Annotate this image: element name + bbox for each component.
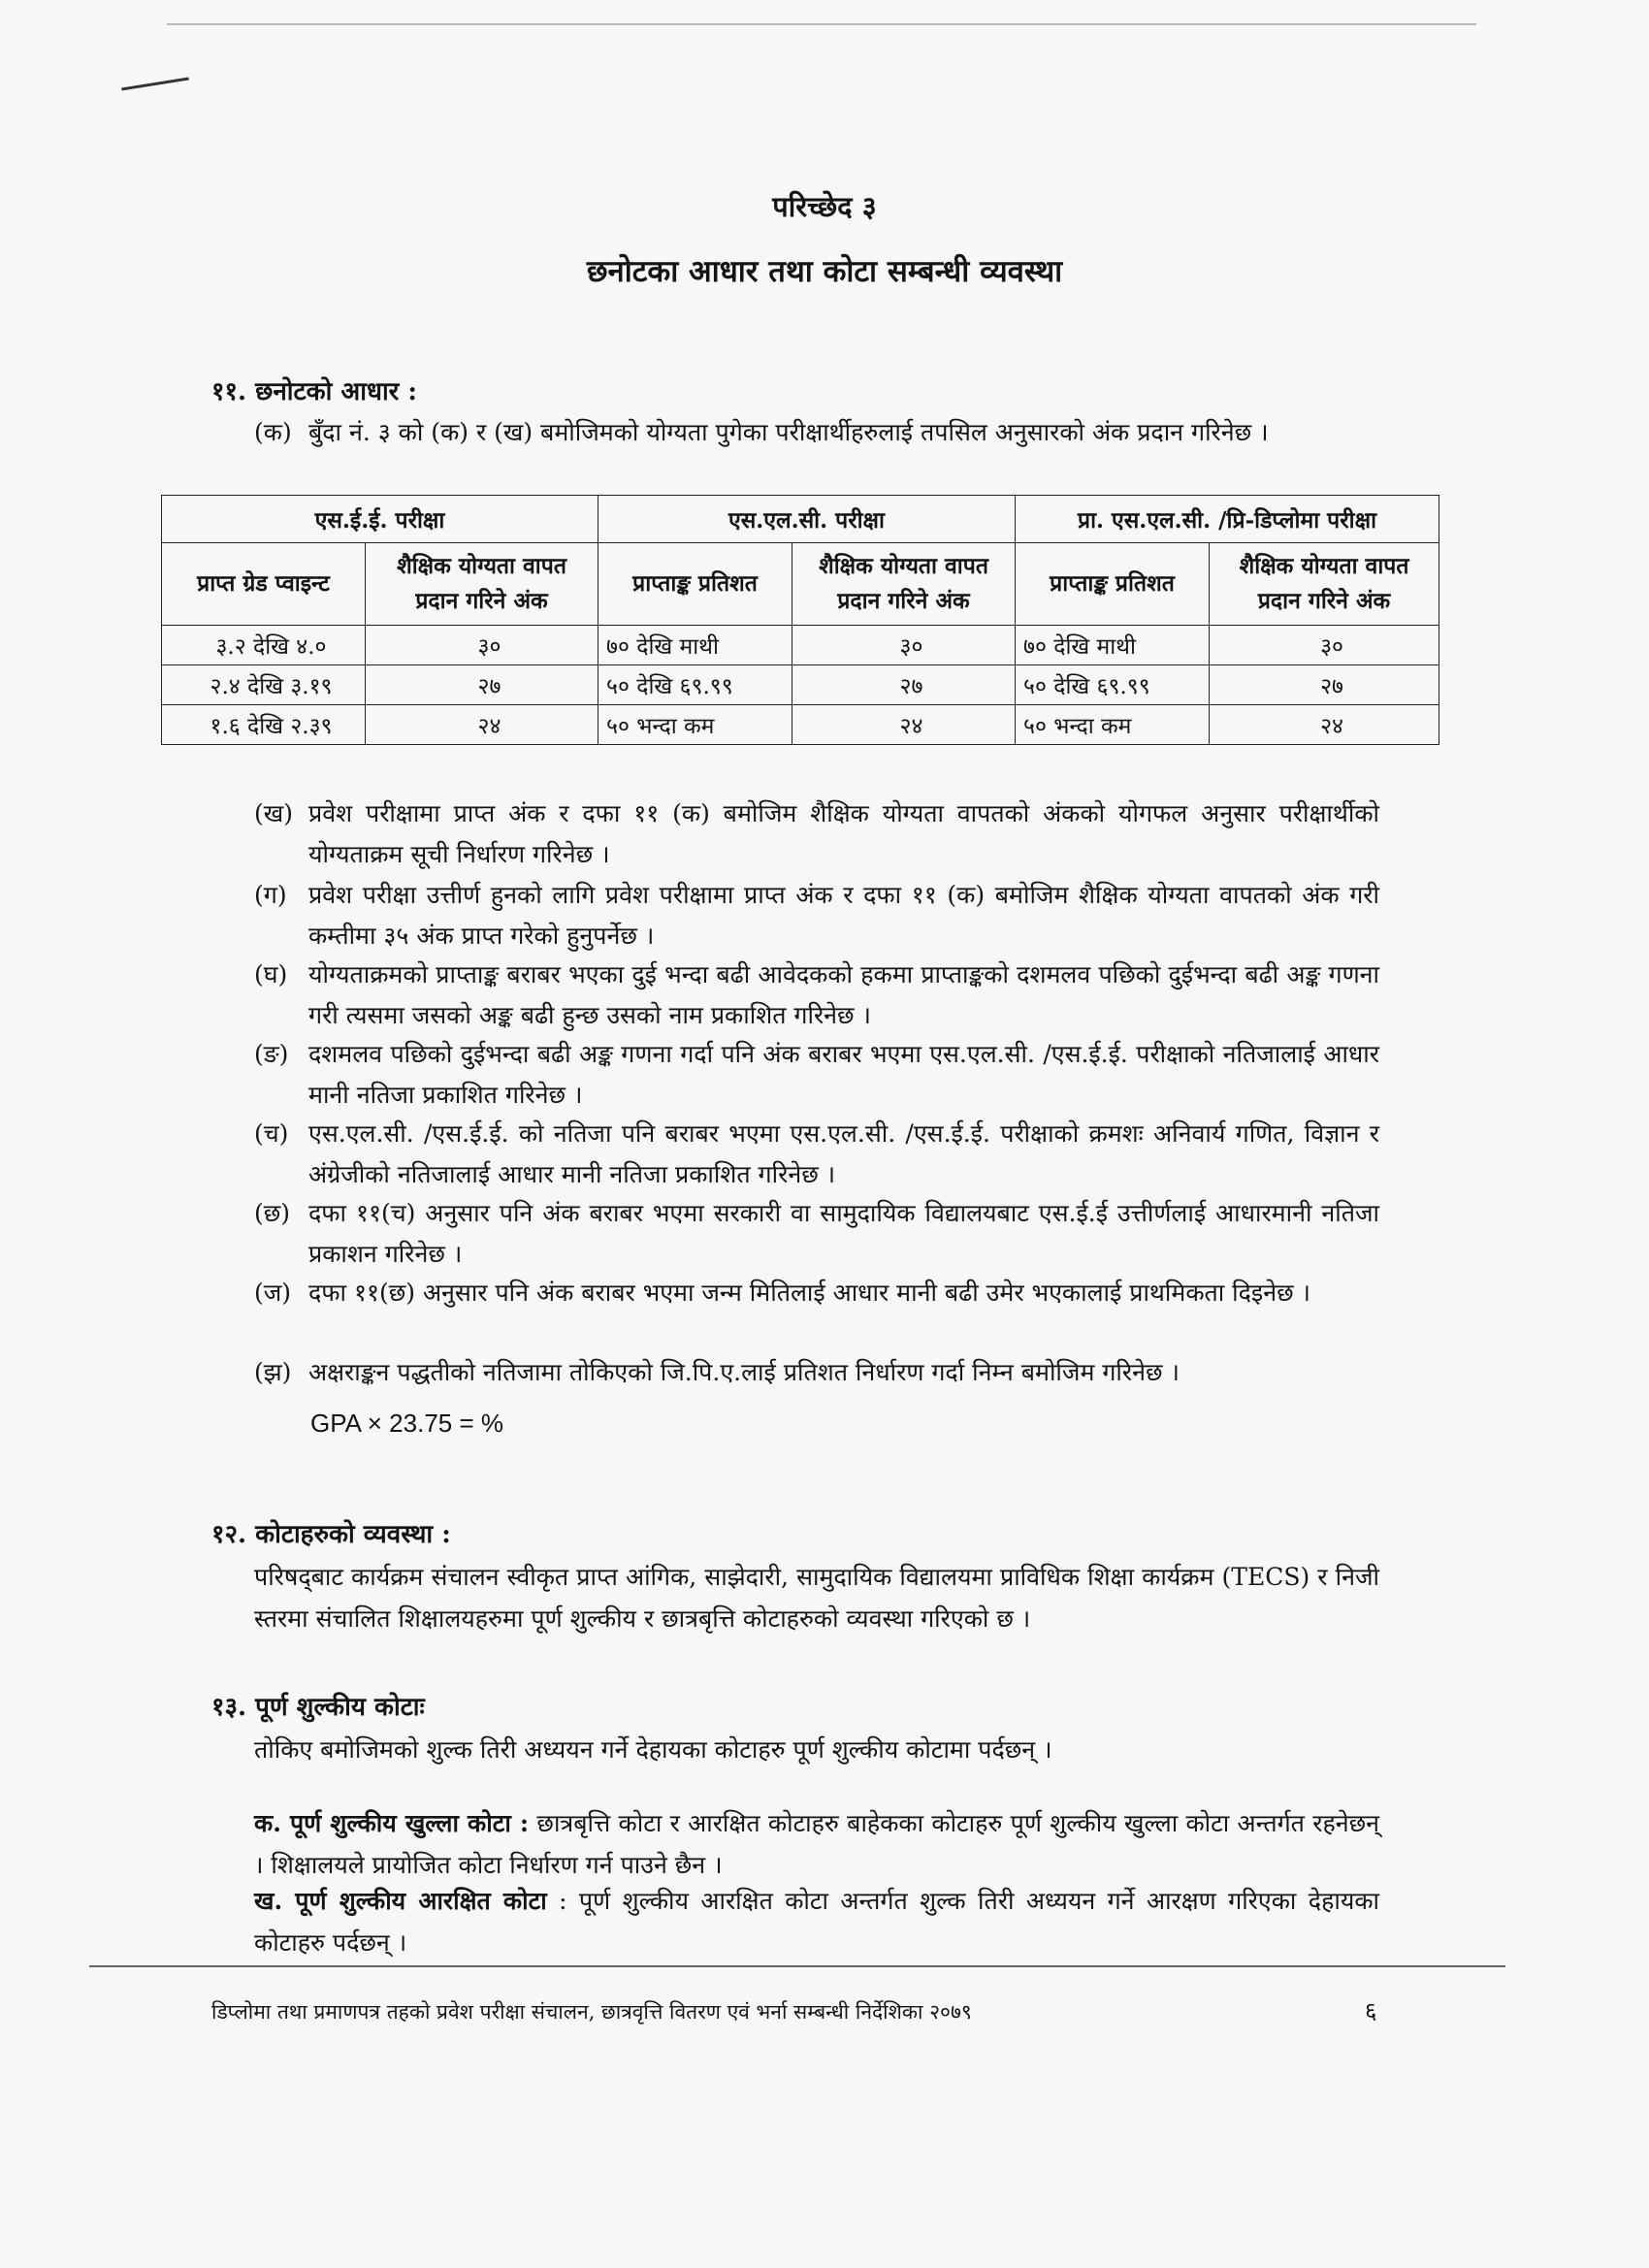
column-header: शैक्षिक योग्यता वापत प्रदान गरिने अंक [366,543,598,626]
table-cell: २७ [366,665,598,705]
section-11-kha [254,794,1379,875]
item-marker: (च) [254,1119,289,1148]
section-13-ka [254,1802,1379,1886]
section-11-nga [254,1034,1379,1116]
item-text: योग्यताक्रमको प्राप्ताङ्क बराबर भएका दुई भन्दा बढी आवेदकको हकमा प्राप्ताङ्कको दशमलव पछिको दुईभन्दा बढी अङ्क गणना गरी त्यसमा जसको अङ्क बढी हुन्छ उसको नाम प्रकाशित गरिनेछ । [308,960,1379,1029]
section-12-text: परिषद्‌बाट कार्यक्रम संचालन स्वीकृत प्राप्त आंगिक, साझेदारी, सामुदायिक विद्यालयमा प्राविधिक शिक्षा कार्यक्रम (TECS) र निजी स्तरमा संचालित शिक्षालयहरुमा पूर्ण शुल्कीय र छात्रबृत्ति कोटाहरुको व्यवस्था गरिएको छ । [254,1563,1379,1633]
table-cell: ५० भन्दा कम [598,705,792,745]
item-marker: (घ) [254,960,288,988]
section-11-gha [254,955,1379,1036]
column-header: प्राप्त ग्रेड प्वाइन्ट [162,543,366,626]
quota-label: ख. पूर्ण शुल्कीय आरक्षित कोटा [254,1887,547,1915]
table-cell: २.४ देखि ३.१९ [162,665,366,705]
section-13-heading: १३. पूर्ण शुल्कीय कोटाः [211,1693,425,1722]
group-header: एस.एल.सी. परीक्षा [598,496,1016,543]
item-text: दफा ११(छ) अनुसार पनि अंक बराबर भएमा जन्म मितिलाई आधार मानी बढी उमेर भएकालाई प्राथमिकता दिइनेछ । [308,1279,1311,1307]
table-cell: २४ [1210,705,1439,745]
section-11-jha [254,1352,1379,1393]
column-header: शैक्षिक योग्यता वापत प्रदान गरिने अंक [792,543,1016,626]
chapter-title: परिच्छेद ३ [772,190,877,223]
footer-text: डिप्लोमा तथा प्रमाणपत्र तहको प्रवेश परीक्षा संचालन, छात्रवृत्ति वितरण एवं भर्ना सम्बन्धी निर्देशिका २०७९ [211,2000,972,2024]
item-marker: (झ) [254,1358,292,1386]
section-11-ka [254,412,1379,453]
table-row [162,665,1439,705]
quota-text: छात्रबृत्ति कोटा र आरक्षित कोटाहरु बाहेकका कोटाहरु पूर्ण शुल्कीय खुल्ला कोटा अन्तर्गत रहनेछन् । शिक्षालयले प्रायोजित कोटा निर्धारण गर्न पाउने छैन । [254,1809,1380,1879]
section-13-kha [254,1880,1379,1963]
table-cell: ५० देखि ६९.९९ [1016,665,1210,705]
section-11-cha [254,1114,1379,1195]
item-text: एस.एल.सी. /एस.ई.ई. को नतिजा पनि बराबर भएमा एस.एल.सी. /एस.ई.ई. परीक्षाको क्रमशः अनिवार्य गणित, विज्ञान र अंग्रेजीको नतिजालाई आधार मानी नतिजा प्रकाशित गरिनेछ । [308,1119,1379,1188]
quota-label: क. पूर्ण शुल्कीय खुल्ला कोटा : [254,1809,530,1837]
table-cell: ७० देखि माथी [598,626,792,665]
item-text: अक्षराङ्कन पद्धतीको नतिजामा तोकिएको जि.पि.ए.लाई प्रतिशत निर्धारण गर्दा निम्न बमोजिम गरिनेछ । [308,1358,1180,1386]
table-cell: २७ [1210,665,1439,705]
table-cell: १.६ देखि २.३९ [162,705,366,745]
table-cell: २४ [366,705,598,745]
table-row [162,626,1439,665]
top-rule [167,23,1476,25]
section-11-ja [254,1273,1379,1313]
table-cell: २७ [792,665,1016,705]
table-cell: २४ [792,705,1016,745]
table-cell: ३० [366,626,598,665]
item-marker: (ख) [254,799,293,827]
column-header: शैक्षिक योग्यता वापत प्रदान गरिने अंक [1210,543,1439,626]
group-header: एस.ई.ई. परीक्षा [162,496,598,543]
item-marker: (क) [254,418,292,446]
grade-table [161,495,1439,745]
table-cell: ३० [1210,626,1439,665]
table-cell: ३० [792,626,1016,665]
quota-text: : पूर्ण शुल्कीय आरक्षित कोटा अन्तर्गत शुल्क तिरी अध्ययन गर्ने आरक्षण गरिएका देहायका कोटाहरु पर्दछन् । [254,1887,1379,1957]
section-11-ga [254,875,1379,956]
column-header: प्राप्ताङ्क प्रतिशत [1016,543,1210,626]
item-marker: (ङ) [254,1040,289,1068]
item-text: बुँदा नं. ३ को (क) र (ख) बमोजिमको योग्यता पुगेका परीक्षार्थीहरुलाई तपसिल अनुसारको अंक प्रदान गरिनेछ । [308,418,1269,446]
gpa-formula: GPA × 23.75 = % [310,1409,503,1438]
table-cell: ५० देखि ६९.९९ [598,665,792,705]
item-marker: (ग) [254,881,287,909]
page-number: ६ [1365,1997,1377,2025]
pen-mark [121,78,189,91]
group-header: प्रा. एस.एल.सी. /प्रि-डिप्लोमा परीक्षा [1016,496,1439,543]
section-11-chha [254,1193,1379,1275]
chapter-subtitle: छनोटका आधार तथा कोटा सम्बन्धी व्यवस्था [586,254,1063,289]
footer-rule [89,1965,1505,1967]
item-text: दशमलव पछिको दुईभन्दा बढी अङ्क गणना गर्दा पनि अंक बराबर भएमा एस.एल.सी. /एस.ई.ई. परीक्षाको नतिजालाई आधार मानी नतिजा प्रकाशित गरिनेछ । [308,1040,1379,1109]
section-12-heading: १२. कोटाहरुको व्यवस्था : [211,1520,451,1549]
column-header: प्राप्ताङ्क प्रतिशत [598,543,792,626]
item-marker: (ज) [254,1279,292,1307]
item-text: प्रवेश परीक्षा उत्तीर्ण हुनको लागि प्रवेश परीक्षामा प्राप्त अंक र दफा ११ (क) बमोजिम शैक्षिक योग्यता वापतको अंक गरी कम्तीमा ३५ अंक प्राप्त गरेको हुनुपर्नेछ । [308,881,1379,950]
table-cell: ७० देखि माथी [1016,626,1210,665]
item-text: प्रवेश परीक्षामा प्राप्त अंक र दफा ११ (क) बमोजिम शैक्षिक योग्यता वापतको अंकको योगफल अनुसार परीक्षार्थीको योग्यताक्रम सूची निर्धारण गरिनेछ । [308,799,1379,868]
item-text: दफा ११(च) अनुसार पनि अंक बराबर भएमा सरकारी वा सामुदायिक विद्यालयबाट एस.ई.ई उत्तीर्णलाई आधारमानी नतिजा प्रकाशन गरिनेछ । [308,1199,1379,1268]
table-cell: ३.२ देखि ४.० [162,626,366,665]
table-row [162,705,1439,745]
table-cell: ५० भन्दा कम [1016,705,1210,745]
item-marker: (छ) [254,1199,291,1227]
section-13-text: तोकिए बमोजिमको शुल्क तिरी अध्ययन गर्ने देहायका कोटाहरु पूर्ण शुल्कीय कोटामा पर्दछन् । [254,1735,1052,1764]
section-11-heading: ११. छनोटको आधार : [211,377,417,406]
